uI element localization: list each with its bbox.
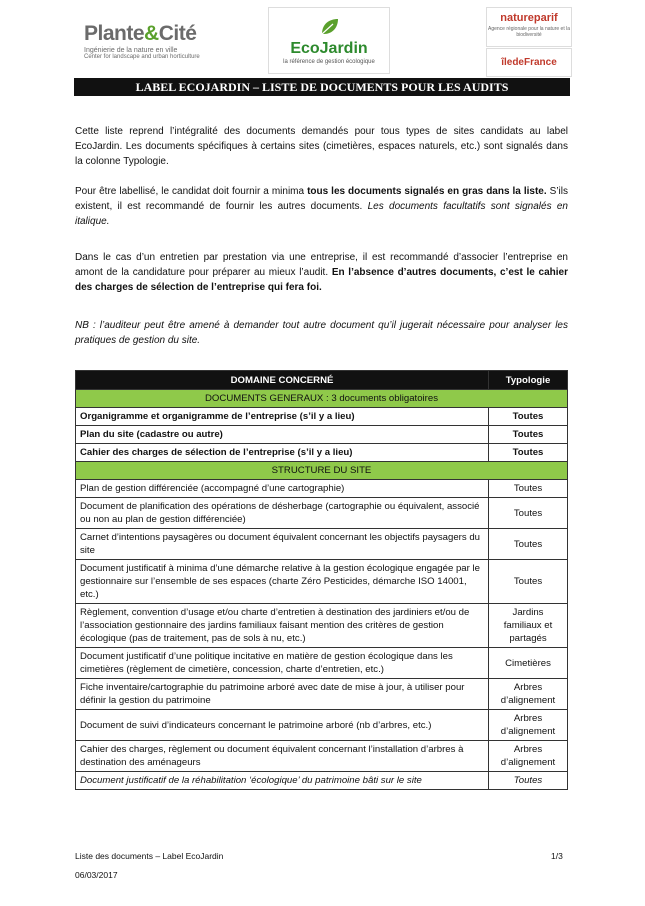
contractor-paragraph [75,250,568,295]
table-row [76,498,568,529]
document-cell: Document justificatif à minima d’une démarche relative à la gestion écologique engagée par le gestionnaire sur l’ensemble de ses espaces (charte Zéro Pesticides, démarche ISO 14001, etc.) [76,560,489,604]
typology-cell: Toutes [489,426,568,444]
logo-subtitle: la référence de gestion écologique [283,59,375,65]
section-label: DOCUMENTS GENERAUX : 3 documents obligatoires [76,390,568,408]
document-cell: Document justificatif d’une politique incitative en matière de gestion écologique dans les cimetières (règlement de cimetière, concession, charte d’entretien, etc.) [76,648,489,679]
document-cell: Cahier des charges de sélection de l’entreprise (s’il y a lieu) [76,444,489,462]
document-cell: Règlement, convention d’usage et/ou charte d’entretien à destination des jardiniers et/ou de l’association gestionnaire des jardins familiaux faisant mention des critères de gestion écologique (pas de traitement, pas de sols à nu, etc.) [76,604,489,648]
table-row [76,444,568,462]
table-row [76,480,568,498]
table-row [76,648,568,679]
section-label: STRUCTURE DU SITE [76,462,568,480]
typology-cell: Toutes [489,772,568,790]
logo-subtitle: Ingénierie de la nature en ville [84,47,178,54]
table-row [76,772,568,790]
section-row [76,390,568,408]
text-run-bold: tous les documents signalés en gras dans la liste. [307,186,547,197]
typology-cell: Cimetières [489,648,568,679]
logo-text: EcoJardin [290,40,368,57]
column-header-typology: Typologie [489,371,568,390]
ile-de-france-logo [486,48,572,77]
table-row [76,560,568,604]
natureparif-logo [486,7,572,47]
logo-bar [0,4,645,74]
typology-cell: Toutes [489,408,568,426]
logo-subtitle: Center for landscape and urban horticulture [84,54,200,60]
document-cell: Plan de gestion différenciée (accompagné d’une cartographie) [76,480,489,498]
text-run: S’ils existent, il est recommandé de fournir les autres documents. [75,186,568,212]
requirements-paragraph [75,184,568,229]
document-cell: Document de planification des opérations de désherbage (cartographie ou équivalent, associé ou non au plan de gestion différenciée) [76,498,489,529]
table-row [76,679,568,710]
text-run: Dans le cas d’un entretien par prestation via une entreprise, il est recommandé d’associer l’entreprise en amont de la candidature pour préparer au mieux l’audit. [75,252,568,278]
table-row [76,408,568,426]
logo-text: Cité [158,22,197,45]
table-row [76,604,568,648]
typology-cell: Arbres d’alignement [489,741,568,772]
ecojardin-logo [268,7,390,74]
table-row [76,426,568,444]
typology-cell: Arbres d’alignement [489,710,568,741]
document-cell: Document justificatif de la réhabilitation ‘écologique’ du patrimoine bâti sur le site [76,772,489,790]
document-cell: Document de suivi d’indicateurs concernant le patrimoine arboré (nb d’arbres, etc.) [76,710,489,741]
table-row [76,710,568,741]
typology-cell: Toutes [489,480,568,498]
document-cell: Fiche inventaire/cartographie du patrimoine arboré avec date de mise à jour, à utiliser pour définir la gestion du patrimoine [76,679,489,710]
table-row [76,741,568,772]
text-run-bold: En l’absence d’autres documents, c’est le cahier des charges de sélection de l’entreprise qui fera foi. [75,267,569,293]
footer-title: Liste des documents – Label EcoJardin [75,851,224,861]
document-cell: Carnet d’intentions paysagères ou document équivalent concernant les objectifs paysagers du site [76,529,489,560]
document-cell: Organigramme et organigramme de l’entreprise (s’il y a lieu) [76,408,489,426]
table-header-row [76,371,568,390]
column-header-domain: DOMAINE CONCERNÉ [76,371,489,390]
plante-cite-logo [84,22,200,60]
logo-text: & [144,22,159,45]
typology-cell: Jardins familiaux et partagés [489,604,568,648]
intro-paragraph: Cette liste reprend l’intégralité des documents demandés pour tous types de sites candidats au label EcoJardin. Les documents spécifiques à certains sites (cimetières, espaces naturels, etc.) sont signalés dans la colonne Typologie. [75,126,568,167]
text-run-italic: Les documents facultatifs sont signalés en italique. [75,201,568,227]
document-cell: Plan du site (cadastre ou autre) [76,426,489,444]
typology-cell: Toutes [489,529,568,560]
logo-subtitle: Agence régionale pour la nature et la biodiversité [487,26,570,38]
document-cell: Cahier des charges, règlement ou document équivalent concernant l’installation d’arbres à destination des aménageurs [76,741,489,772]
logo-text: Plante [84,22,145,45]
page-number: 1/3 [551,851,563,861]
page-title: LABEL ECOJARDIN – LISTE DE DOCUMENTS POUR LES AUDITS [74,78,570,96]
leaf-icon [319,16,341,38]
logo-text: îledeFrance [501,57,557,68]
logo-text: natureparif [500,12,558,24]
note-paragraph: NB : l’auditeur peut être amené à demander tout autre document qu’il jugerait nécessaire pour analyser les pratiques de gestion du site. [75,320,568,346]
table-row [76,529,568,560]
section-row [76,462,568,480]
documents-table [75,370,568,790]
typology-cell: Toutes [489,560,568,604]
text-run: Pour être labellisé, le candidat doit fournir a minima [75,186,308,197]
typology-cell: Toutes [489,444,568,462]
typology-cell: Toutes [489,498,568,529]
footer-date: 06/03/2017 [75,870,118,880]
typology-cell: Arbres d’alignement [489,679,568,710]
